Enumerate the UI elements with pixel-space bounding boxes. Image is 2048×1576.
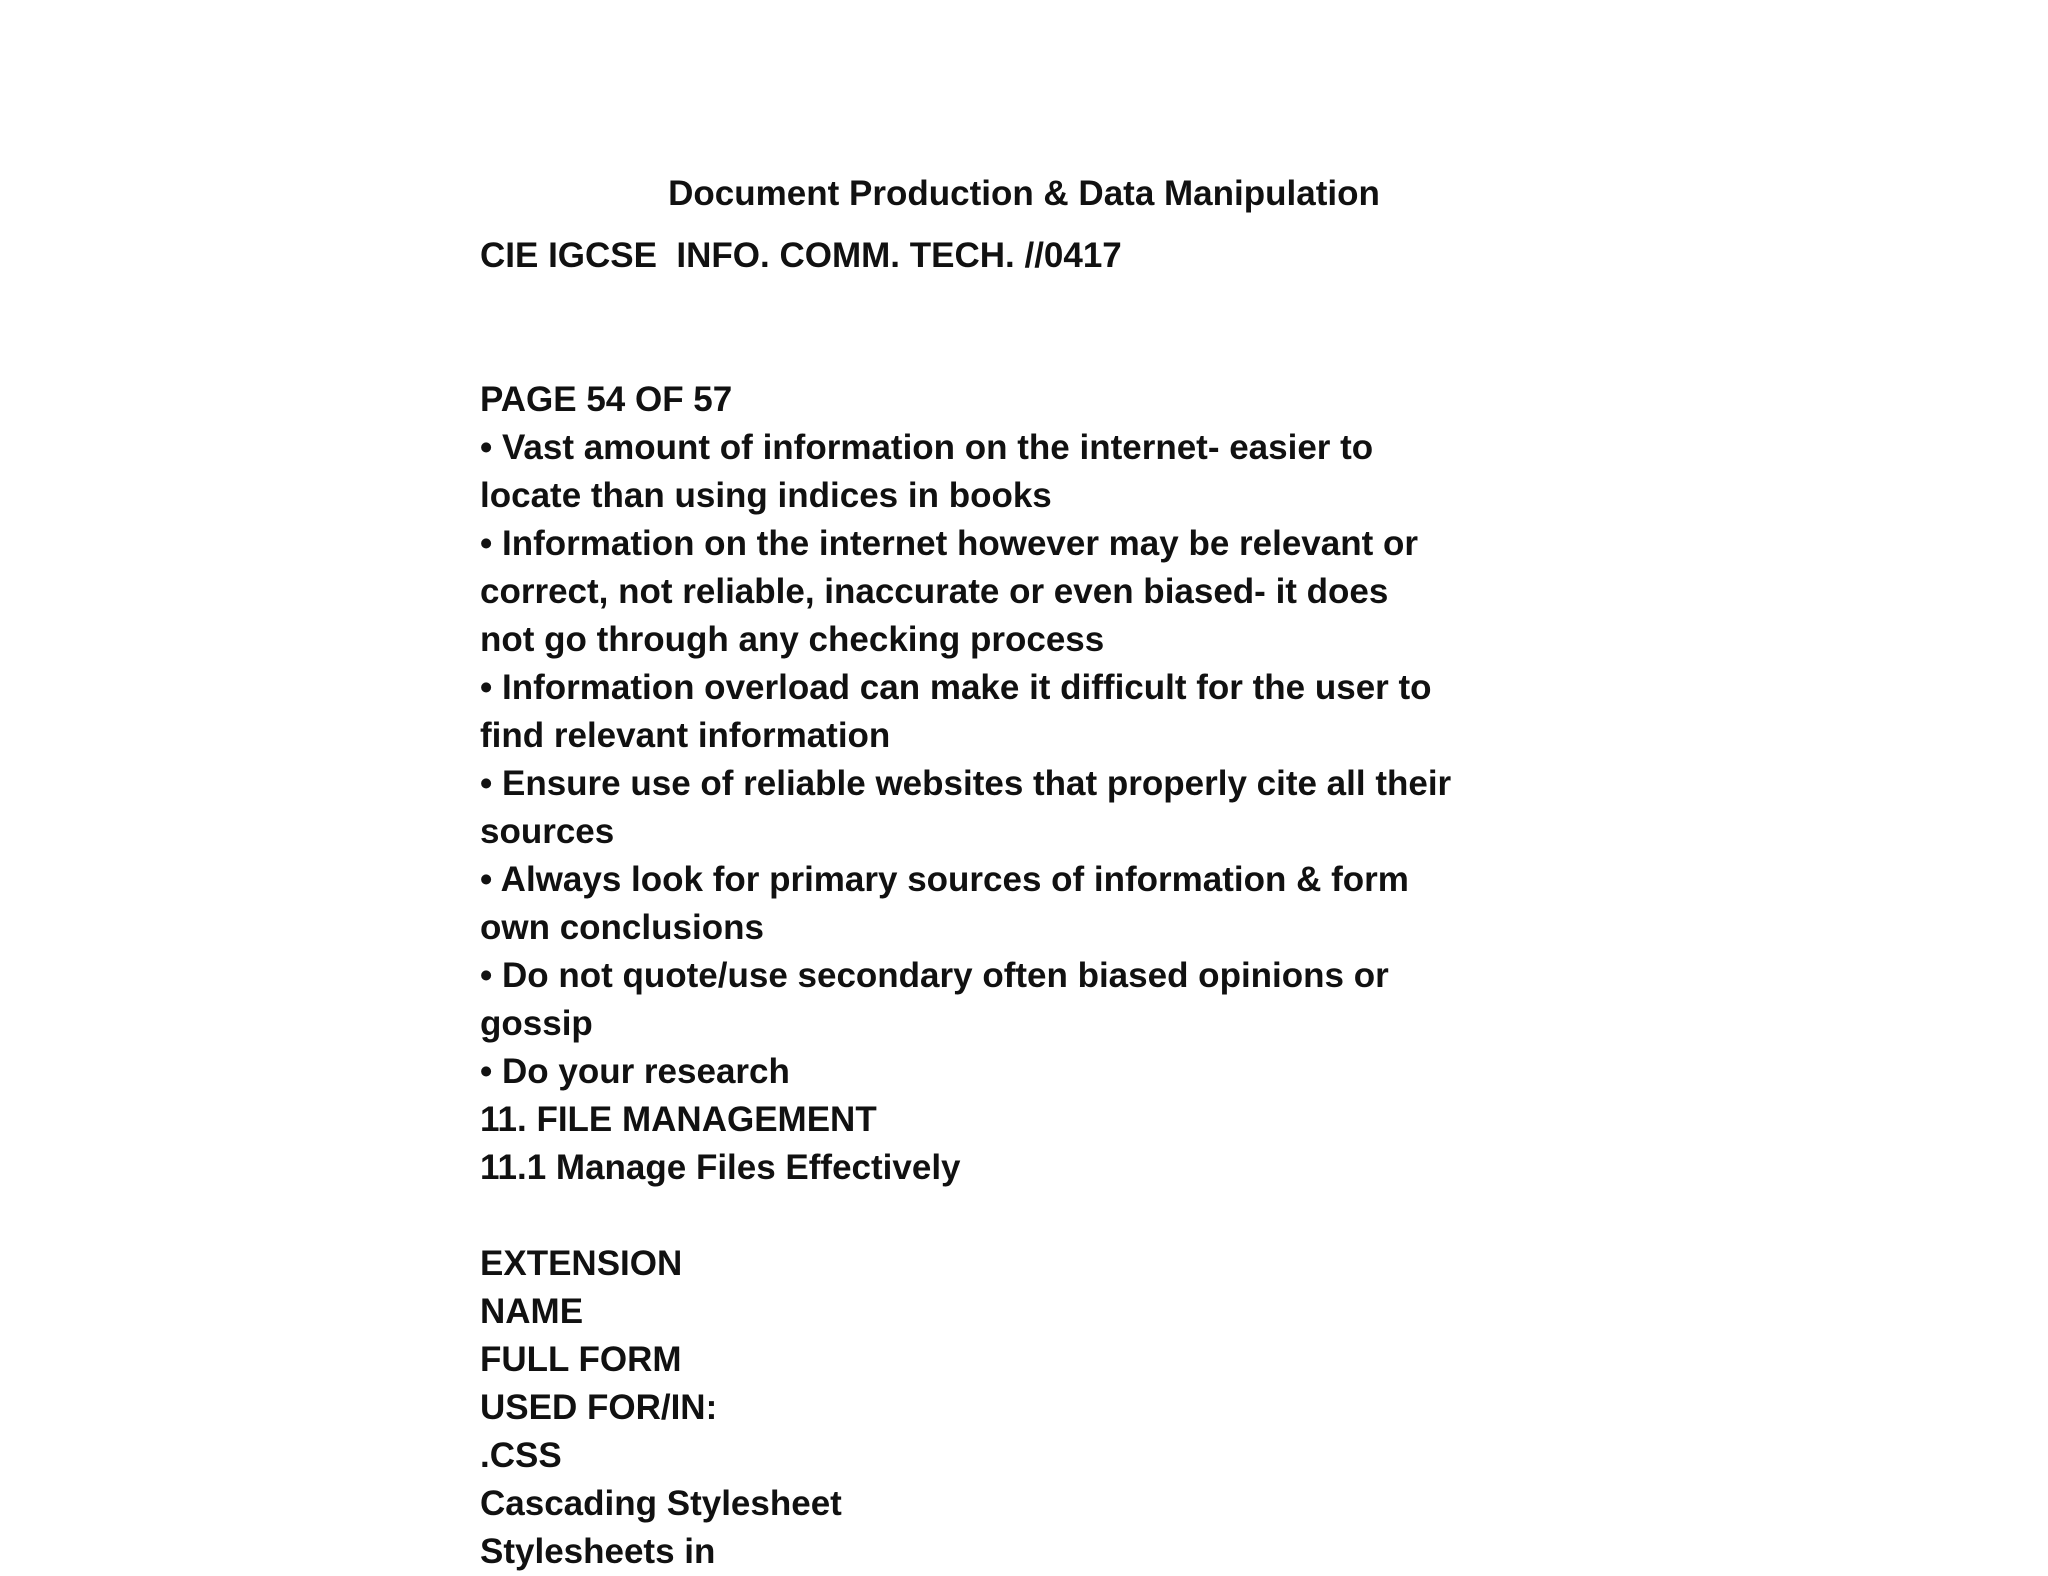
body-line: • Information on the internet however may be relevant or: [480, 524, 1418, 563]
document-title: Document Production & Data Manipulation: [668, 174, 1380, 213]
table-line: FULL FORM: [480, 1340, 682, 1379]
body-line: • Do not quote/use secondary often biased opinions or: [480, 956, 1389, 995]
body-line: • Always look for primary sources of information & form: [480, 860, 1409, 899]
body-line: gossip: [480, 1004, 593, 1043]
body-line: find relevant information: [480, 716, 891, 755]
body-line: • Ensure use of reliable websites that properly cite all their: [480, 764, 1452, 803]
section-heading: 11. FILE MANAGEMENT: [480, 1100, 877, 1139]
body-line: not go through any checking process: [480, 620, 1105, 659]
table-line: USED FOR/IN:: [480, 1388, 718, 1427]
body-line: • Vast amount of information on the internet- easier to: [480, 428, 1374, 467]
body-line: correct, not reliable, inaccurate or even biased- it does: [480, 572, 1389, 611]
table-line: Cascading Stylesheet: [480, 1484, 842, 1523]
body-line: own conclusions: [480, 908, 764, 947]
body-line: • Information overload can make it difficult for the user to: [480, 668, 1432, 707]
table-line: .CSS: [480, 1436, 562, 1475]
blank-line: [480, 1192, 1500, 1240]
table-line: EXTENSION: [480, 1244, 683, 1283]
subsection-heading: 11.1 Manage Files Effectively: [480, 1148, 961, 1187]
body-line: sources: [480, 812, 615, 851]
body-line: locate than using indices in books: [480, 476, 1052, 515]
table-line: Stylesheets in: [480, 1532, 716, 1571]
document-body: [480, 376, 1500, 1576]
page-label: PAGE 54 OF 57: [480, 380, 733, 419]
document-subtitle: CIE IGCSE INFO. COMM. TECH. //0417: [480, 236, 1122, 275]
table-line: NAME: [480, 1292, 584, 1331]
body-line: • Do your research: [480, 1052, 790, 1091]
